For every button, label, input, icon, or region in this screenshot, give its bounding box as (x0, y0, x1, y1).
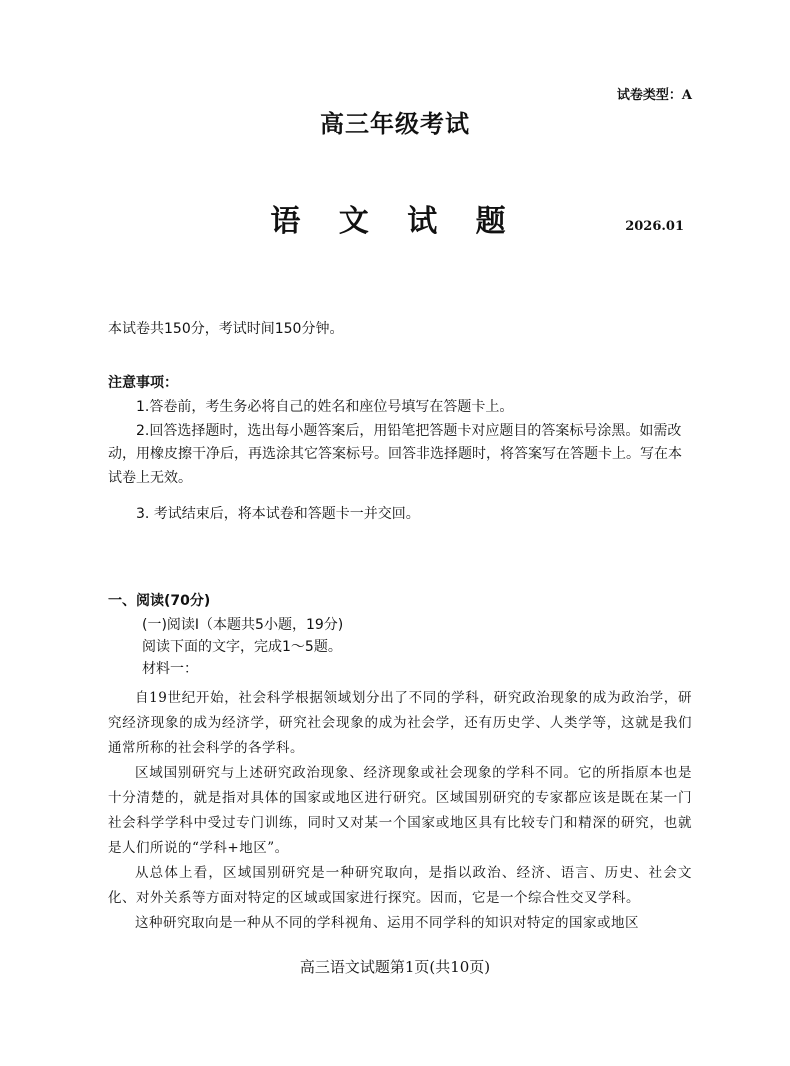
reading-instruction: 阅读下面的文字，完成1～5题。 (142, 639, 342, 655)
article-text (108, 686, 692, 936)
subject-title: 语 文 试 题 (270, 204, 520, 239)
material-label: 材料一： (142, 661, 198, 677)
article-paragraph: 从总体上看，区域国别研究是一种研究取向，是指以政治、经济、语言、历史、社会文化、对外关系等方面对特定的区域或国家进行探究。因而，它是一个综合性交叉学科。 (108, 865, 692, 906)
article-paragraph: 这种研究取向是一种从不同的学科视角、运用不同学科的知识对特定的国家或地区 (135, 915, 639, 931)
reading-subheading: (一)阅读I（本题共5小题，19分) (142, 617, 344, 633)
section-heading: 一、阅读(70分) (108, 593, 211, 609)
reading-instructions (142, 614, 343, 680)
paper-type-label: 试卷类型：A (616, 88, 692, 103)
page-footer: 高三语文试题第1页(共10页) (299, 958, 491, 976)
notice-list (108, 396, 692, 527)
notice-heading: 注意事项： (108, 375, 178, 391)
notice-item: 2.回答选择题时，选出每小题答案后，用铅笔把答题卡对应题目的答案标号涂黑。如需改动，用橡皮擦干净后，再选涂其它答案标号。回答非选择题时，将答案写在答题卡上。写在本试卷上无效。 (108, 422, 682, 486)
exam-title: 高三年级考试 (320, 109, 470, 138)
notice-item: 3. 考试结束后，将本试卷和答题卡一并交回。 (136, 506, 420, 522)
article-paragraph: 区域国别研究与上述研究政治现象、经济现象或社会现象的学科不同。它的所指原本也是十分清楚的，就是指对具体的国家或地区进行研究。区域国别研究的专家都应该是既在某一门社会科学学科中受过专门训练，同时又对某一个国家或地区具有比较专门和精深的研究，也就是人们所说的“学科+地区”。 (108, 765, 692, 856)
exam-date: 2026.01 (625, 219, 684, 234)
notice-item: 1.答卷前，考生务必将自己的姓名和座位号填写在答题卡上。 (136, 399, 514, 415)
article-paragraph: 自19世纪开始，社会科学根据领域划分出了不同的学科，研究政治现象的成为政治学，研究经济现象的成为经济学，研究社会现象的成为社会学，还有历史学、人类学等，这就是我们通常所称的社会科学的各学科。 (108, 690, 692, 756)
exam-intro: 本试卷共150分，考试时间150分钟。 (108, 321, 344, 337)
